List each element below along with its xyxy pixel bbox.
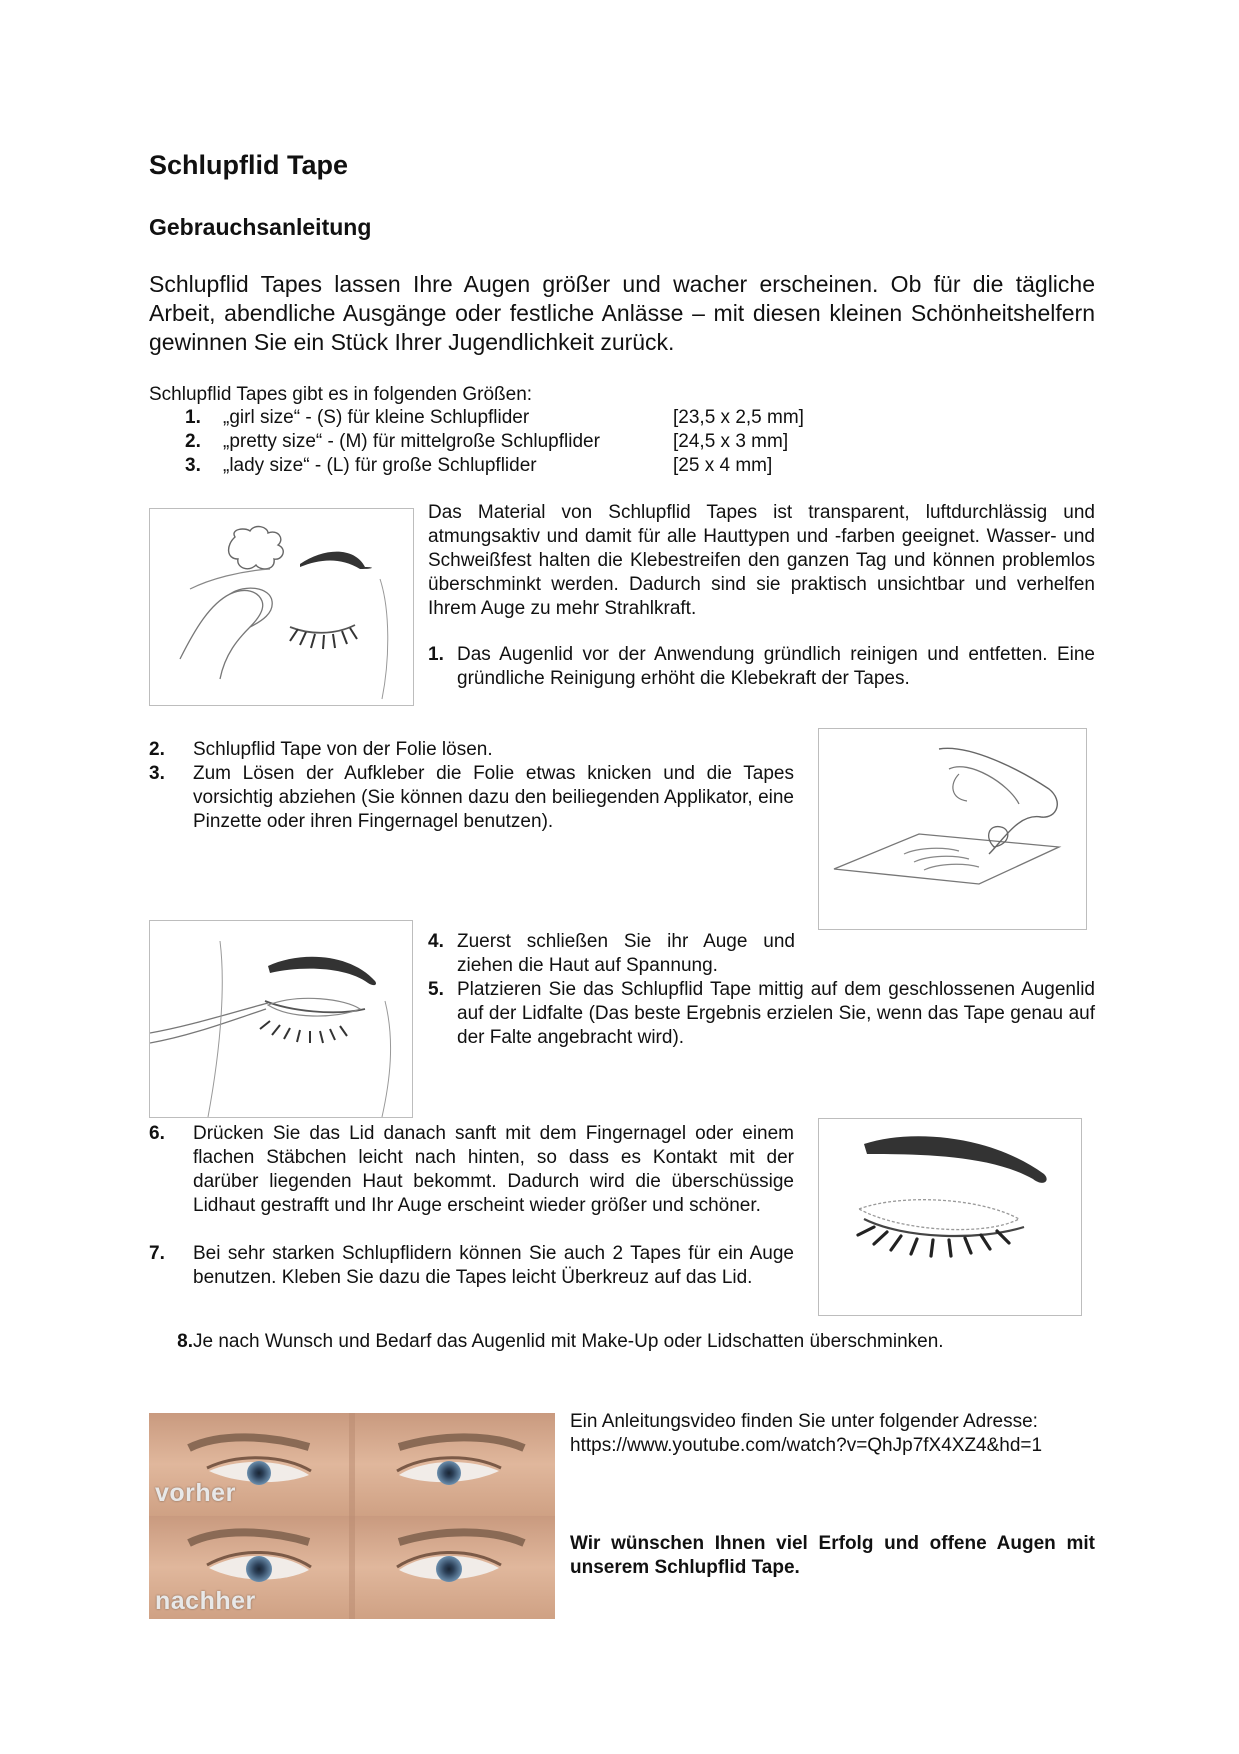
step-number: 5. bbox=[428, 979, 444, 1000]
size-item-lady bbox=[185, 454, 804, 478]
document-title: Schlupflid Tape bbox=[149, 150, 349, 180]
step-2 bbox=[149, 738, 794, 762]
before-after-photo bbox=[149, 1413, 555, 1619]
size-name: „lady size“ - (L) für große Schlupflider bbox=[223, 455, 537, 476]
illustration-result-eye bbox=[818, 1118, 1082, 1316]
illustration-peeling-tape bbox=[818, 728, 1087, 930]
size-item-pretty bbox=[185, 430, 804, 454]
step-number: 7. bbox=[149, 1243, 165, 1264]
size-number: 1. bbox=[185, 407, 201, 428]
step-3 bbox=[149, 762, 794, 834]
step-text: Platzieren Sie das Schlupflid Tape mittig auf dem geschlossenen Augenlid auf der Lidfalte (Das beste Ergebnis erzielen Sie, wenn das Tape genau auf der Falte angebracht wird). bbox=[457, 979, 1095, 1048]
step-text: Bei sehr starken Schlupflidern können Sie auch 2 Tapes für ein Auge benutzen. Kleben Sie dazu die Tapes leicht Überkreuz auf das Lid. bbox=[193, 1243, 794, 1288]
video-section bbox=[570, 1410, 1095, 1458]
video-text: Ein Anleitungsvideo finden Sie unter folgender Adresse: bbox=[570, 1411, 1038, 1432]
video-url[interactable]: https://www.youtube.com/watch?v=QhJp7fX4XZ4&hd=1 bbox=[570, 1435, 1043, 1456]
step-text: Zum Lösen der Aufkleber die Folie etwas knicken und die Tapes vorsichtig abziehen (Sie können dazu den beiliegenden Applikator, eine Pinzette oder ihren Fingernagel benutzen). bbox=[193, 763, 794, 832]
step-text: Schlupflid Tape von der Folie lösen. bbox=[193, 739, 493, 760]
result-eye-drawing bbox=[819, 1119, 1081, 1315]
step-number: 8. bbox=[177, 1331, 193, 1352]
size-dimensions: [25 x 4 mm] bbox=[673, 455, 773, 476]
step-4 bbox=[428, 930, 795, 978]
size-item-girl bbox=[185, 406, 804, 430]
step-number: 4. bbox=[428, 931, 444, 952]
size-number: 3. bbox=[185, 455, 201, 476]
step-number: 3. bbox=[149, 763, 165, 784]
step-number: 2. bbox=[149, 739, 165, 760]
step-text: Zuerst schließen Sie ihr Auge und ziehen die Haut auf Spannung. bbox=[457, 931, 795, 976]
closing-message: Wir wünschen Ihnen viel Erfolg und offene Augen mit unserem Schlupflid Tape. bbox=[570, 1533, 1095, 1578]
tape-peeling-drawing bbox=[819, 729, 1086, 929]
sizes-list bbox=[185, 406, 804, 478]
size-dimensions: [24,5 x 3 mm] bbox=[673, 431, 789, 452]
step-8 bbox=[149, 1330, 1095, 1354]
size-name: „girl size“ - (S) für kleine Schlupflider bbox=[223, 407, 530, 428]
illustration-applying-tape bbox=[149, 920, 413, 1118]
illustration-cleaning-eyelid bbox=[149, 508, 414, 706]
step-number: 1. bbox=[428, 644, 444, 665]
step-5 bbox=[428, 978, 1095, 1050]
step-6 bbox=[149, 1122, 794, 1218]
document-subtitle: Gebrauchsanleitung bbox=[149, 214, 372, 240]
eyelid-cleaning-drawing bbox=[150, 509, 413, 705]
size-name: „pretty size“ - (M) für mittelgroße Schlupflider bbox=[223, 431, 600, 452]
tape-applying-drawing bbox=[150, 921, 412, 1117]
material-paragraph: Das Material von Schlupflid Tapes ist transparent, luftdurchlässig und atmungsaktiv und damit für alle Hauttypen und -farben geeignet. Wasser- und Schweißfest halten die Klebestreifen den ganzen Tag und können problemlos überschminkt werden. Dadurch sind sie praktisch unsichtbar und verhelfen Ihrem Auge zu mehr Strahlkraft. bbox=[428, 502, 1095, 619]
step-7 bbox=[149, 1242, 794, 1290]
size-dimensions: [23,5 x 2,5 mm] bbox=[673, 407, 804, 428]
step-text: Drücken Sie das Lid danach sanft mit dem Fingernagel oder einem flachen Stäbchen leicht nach hinten, so dass es Kontakt mit der darüber liegenden Haut bekommt. Dadurch wird die überschüssige Lidhaut gestrafft und Ihr Auge erscheint wieder größer und schöner. bbox=[193, 1123, 794, 1216]
intro-paragraph: Schlupflid Tapes lassen Ihre Augen größer und wacher erscheinen. Ob für die tägliche Arbeit, abendliche Ausgänge oder festliche Anlässe – mit diesen kleinen Schönheitshelfern gewinnen Sie ein Stück Ihrer Jugendlichkeit zurück. bbox=[149, 271, 1095, 355]
size-number: 2. bbox=[185, 431, 201, 452]
sizes-heading: Schlupflid Tapes gibt es in folgenden Größen: bbox=[149, 384, 533, 405]
step-number: 6. bbox=[149, 1123, 165, 1144]
before-label: vorher bbox=[155, 1479, 236, 1507]
step-1 bbox=[428, 643, 1095, 691]
step-text: Das Augenlid vor der Anwendung gründlich reinigen und entfetten. Eine gründliche Reinigung erhöht die Klebekraft der Tapes. bbox=[457, 644, 1095, 689]
after-label: nachher bbox=[155, 1587, 256, 1615]
step-text: Je nach Wunsch und Bedarf das Augenlid mit Make-Up oder Lidschatten überschminken. bbox=[193, 1331, 944, 1352]
